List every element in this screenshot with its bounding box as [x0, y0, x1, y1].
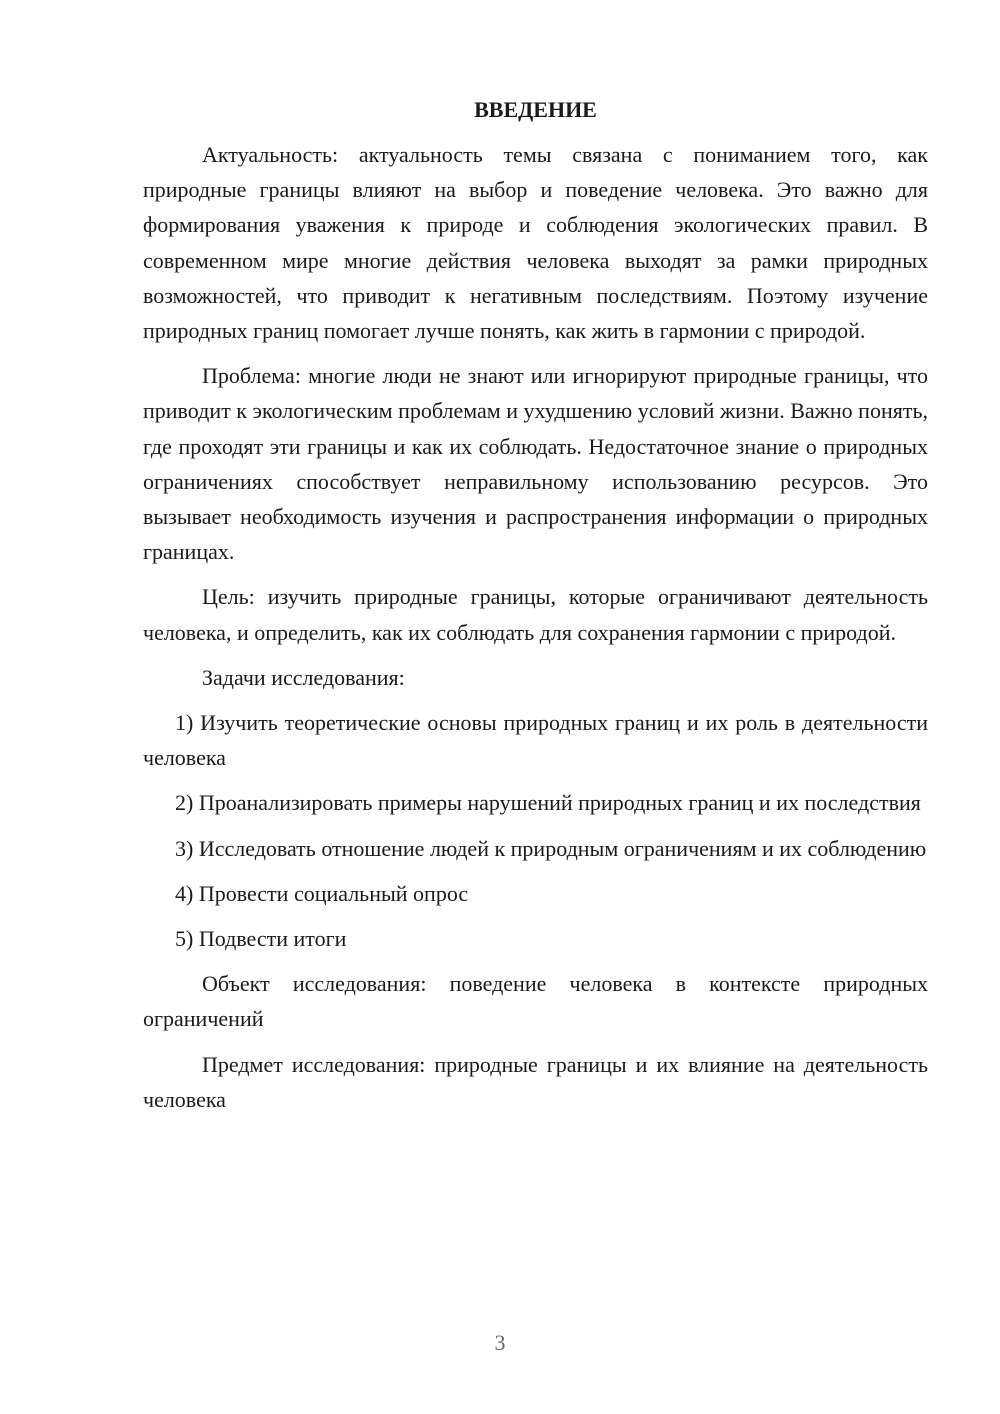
- section-heading: ВВЕДЕНИЕ: [474, 97, 597, 122]
- paragraph-goal: Цель: изучить природные границы, которые ограничивают деятельность человека, и определить, как их соблюдать для сохранения гармонии с природой.: [143, 584, 928, 645]
- task-item-4: 4) Провести социальный опрос: [175, 880, 469, 906]
- task-item-5: 5) Подвести итоги: [175, 926, 347, 952]
- paragraph-tasks-intro: Задачи исследования:: [202, 664, 405, 690]
- task-item-1: 1) Изучить теоретические основы природных границ и их роль в деятельности человека: [143, 710, 928, 771]
- task-item-3: 3) Исследовать отношение людей к природным ограничениям и их соблюдению: [175, 835, 927, 861]
- paragraph-subject: Предмет исследования: природные границы и их влияние на деятельность человека: [143, 1051, 928, 1112]
- paragraph-relevance: Актуальность: актуальность темы связана с пониманием того, как природные границы влияют на выбор и поведение человека. Это важно для формирования уважения к природе и соблюдения экологических правил. В современном мире многие действия человека выходят за рамки природных возможностей, что приводит к негативным последствиям. Поэтому изучение природных границ помогает лучше понять, как жить в гармонии с природой.: [143, 142, 928, 344]
- page-number: 3: [494, 1330, 506, 1355]
- paragraph-object: Объект исследования: поведение человека в контексте природных ограничений: [143, 971, 928, 1032]
- task-item-2: 2) Проанализировать примеры нарушений природных границ и их последствия: [175, 790, 921, 816]
- paragraph-problem: Проблема: многие люди не знают или игнорируют природные границы, что приводит к экологическим проблемам и ухудшению условий жизни. Важно понять, где проходят эти границы и как их соблюдать. Недостаточное знание о природных ограничениях способствует неправильному использованию ресурсов. Это вызывает необходимость изучения и распространения информации о природных границах.: [143, 363, 928, 565]
- document-page: [143, 92, 928, 1127]
